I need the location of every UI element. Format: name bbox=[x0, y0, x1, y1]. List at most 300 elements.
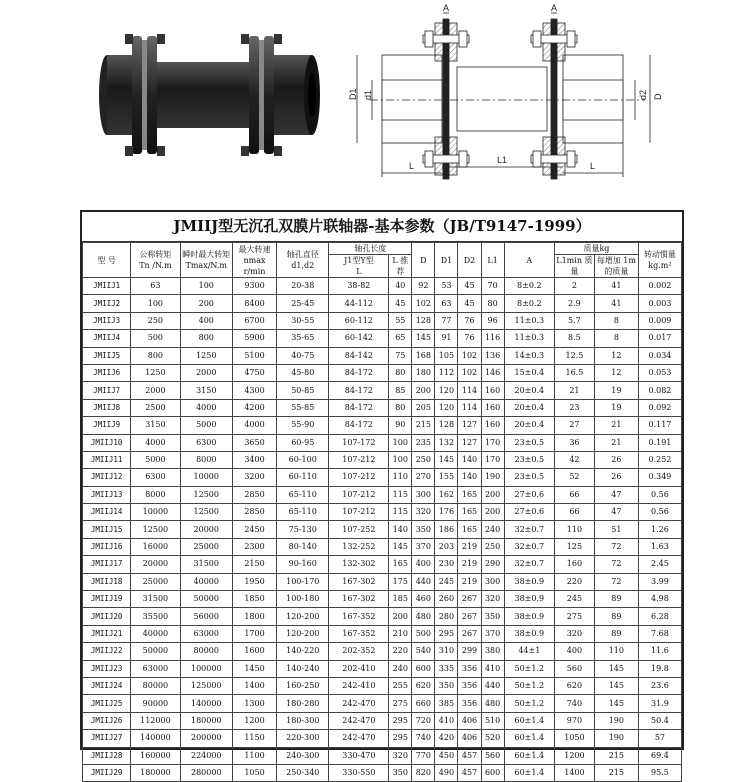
value-cell: 406 bbox=[458, 712, 481, 729]
value-cell: 100 bbox=[180, 278, 232, 295]
value-cell: 740 bbox=[412, 730, 435, 747]
value-cell: 280 bbox=[435, 608, 458, 625]
value-cell: 440 bbox=[412, 573, 435, 590]
value-cell: 1200 bbox=[232, 712, 276, 729]
value-cell: 4.98 bbox=[638, 591, 681, 608]
value-cell: 66 bbox=[554, 486, 594, 503]
value-cell: 406 bbox=[458, 730, 481, 747]
value-cell: 220-300 bbox=[277, 730, 329, 747]
value-cell: 160 bbox=[554, 556, 594, 573]
value-cell: 100 bbox=[389, 451, 412, 468]
value-cell: 50±1.2 bbox=[504, 660, 554, 677]
value-cell: 63 bbox=[131, 278, 180, 295]
value-cell: 0.034 bbox=[638, 347, 681, 364]
model-cell: JMIIJ7 bbox=[83, 382, 131, 399]
table-row bbox=[83, 330, 682, 347]
model-cell: JMIIJ4 bbox=[83, 330, 131, 347]
value-cell: 0.252 bbox=[638, 451, 681, 468]
value-cell: 167-352 bbox=[329, 625, 389, 642]
value-cell: 170 bbox=[481, 451, 504, 468]
value-cell: 27±0.6 bbox=[504, 486, 554, 503]
value-cell: 115 bbox=[389, 504, 412, 521]
value-cell: 1.63 bbox=[638, 538, 681, 555]
col-bore-length: 轴孔长度 bbox=[329, 243, 412, 255]
value-cell: 100-170 bbox=[277, 573, 329, 590]
table-row bbox=[83, 556, 682, 573]
value-cell: 9300 bbox=[232, 278, 276, 295]
value-cell: 5100 bbox=[232, 347, 276, 364]
value-cell: 740 bbox=[554, 695, 594, 712]
col-L-rec: L 推荐 bbox=[389, 255, 412, 278]
table-row bbox=[83, 538, 682, 555]
value-cell: 4300 bbox=[232, 382, 276, 399]
dim-L1: L1 bbox=[497, 155, 508, 165]
value-cell: 0.002 bbox=[638, 278, 681, 295]
value-cell: 350 bbox=[435, 677, 458, 694]
model-cell: JMIIJ3 bbox=[83, 312, 131, 329]
value-cell: 12 bbox=[594, 347, 638, 364]
value-cell: 45 bbox=[389, 295, 412, 312]
value-cell: 120 bbox=[435, 382, 458, 399]
value-cell: 25000 bbox=[131, 573, 180, 590]
value-cell: 2.9 bbox=[554, 295, 594, 312]
value-cell: 125 bbox=[554, 538, 594, 555]
model-cell: JMIIJ5 bbox=[83, 347, 131, 364]
value-cell: 400 bbox=[554, 643, 594, 660]
value-cell: 6300 bbox=[180, 434, 232, 451]
value-cell: 105 bbox=[435, 347, 458, 364]
col-D1: D1 bbox=[435, 243, 458, 278]
value-cell: 800 bbox=[131, 347, 180, 364]
value-cell: 23±0.5 bbox=[504, 469, 554, 486]
value-cell: 215 bbox=[412, 417, 435, 434]
value-cell: 12500 bbox=[180, 486, 232, 503]
value-cell: 30-55 bbox=[277, 312, 329, 329]
value-cell: 0.56 bbox=[638, 504, 681, 521]
value-cell: 970 bbox=[554, 712, 594, 729]
value-cell: 60±1.4 bbox=[504, 747, 554, 764]
value-cell: 200 bbox=[389, 608, 412, 625]
value-cell: 8.5 bbox=[554, 330, 594, 347]
col-model: 型 号 bbox=[83, 243, 131, 278]
model-cell: JMIIJ24 bbox=[83, 677, 131, 694]
value-cell: 457 bbox=[458, 747, 481, 764]
value-cell: 165 bbox=[458, 486, 481, 503]
value-cell: 107-172 bbox=[329, 434, 389, 451]
model-cell: JMIIJ18 bbox=[83, 573, 131, 590]
value-cell: 0.009 bbox=[638, 312, 681, 329]
value-cell: 8±0.2 bbox=[504, 278, 554, 295]
value-cell: 299 bbox=[458, 643, 481, 660]
value-cell: 50000 bbox=[180, 591, 232, 608]
value-cell: 21 bbox=[594, 417, 638, 434]
col-D2: D2 bbox=[458, 243, 481, 278]
value-cell: 165 bbox=[458, 521, 481, 538]
value-cell: 1250 bbox=[180, 347, 232, 364]
value-cell: 20000 bbox=[180, 521, 232, 538]
value-cell: 75-130 bbox=[277, 521, 329, 538]
value-cell: 1150 bbox=[232, 730, 276, 747]
value-cell: 60±1.4 bbox=[504, 764, 554, 781]
value-cell: 0.117 bbox=[638, 417, 681, 434]
value-cell: 1950 bbox=[232, 573, 276, 590]
value-cell: 8 bbox=[594, 312, 638, 329]
value-cell: 12500 bbox=[180, 504, 232, 521]
value-cell: 76 bbox=[458, 330, 481, 347]
value-cell: 0.053 bbox=[638, 364, 681, 381]
col-mass-l1: L1min 质量 bbox=[556, 256, 593, 276]
table-row bbox=[83, 382, 682, 399]
value-cell: 350 bbox=[481, 608, 504, 625]
value-cell: 32±0.7 bbox=[504, 556, 554, 573]
value-cell: 660 bbox=[412, 695, 435, 712]
value-cell: 275 bbox=[389, 695, 412, 712]
value-cell: 600 bbox=[412, 660, 435, 677]
value-cell: 0.017 bbox=[638, 330, 681, 347]
value-cell: 8000 bbox=[131, 486, 180, 503]
value-cell: 41 bbox=[594, 295, 638, 312]
value-cell: 26 bbox=[594, 451, 638, 468]
value-cell: 90-160 bbox=[277, 556, 329, 573]
value-cell: 56000 bbox=[180, 608, 232, 625]
dim-L-right: L bbox=[590, 161, 596, 171]
value-cell: 1200 bbox=[554, 747, 594, 764]
value-cell: 84-172 bbox=[329, 382, 389, 399]
value-cell: 128 bbox=[435, 417, 458, 434]
value-cell: 90000 bbox=[131, 695, 180, 712]
value-cell: 145 bbox=[389, 538, 412, 555]
value-cell: 23±0.5 bbox=[504, 451, 554, 468]
value-cell: 5000 bbox=[180, 417, 232, 434]
value-cell: 140000 bbox=[131, 730, 180, 747]
table-row bbox=[83, 504, 682, 521]
value-cell: 63 bbox=[435, 295, 458, 312]
value-cell: 8 bbox=[594, 330, 638, 347]
value-cell: 162 bbox=[435, 486, 458, 503]
value-cell: 500 bbox=[131, 330, 180, 347]
value-cell: 300 bbox=[412, 486, 435, 503]
value-cell: 2150 bbox=[232, 556, 276, 573]
value-cell: 63000 bbox=[131, 660, 180, 677]
value-cell: 110 bbox=[389, 469, 412, 486]
table-row bbox=[83, 625, 682, 642]
value-cell: 2000 bbox=[131, 382, 180, 399]
table-row bbox=[83, 730, 682, 747]
value-cell: 11±0.3 bbox=[504, 330, 554, 347]
value-cell: 1300 bbox=[232, 695, 276, 712]
value-cell: 350 bbox=[389, 764, 412, 781]
value-cell: 132-252 bbox=[329, 538, 389, 555]
table-row bbox=[83, 747, 682, 764]
value-cell: 290 bbox=[481, 556, 504, 573]
value-cell: 160000 bbox=[131, 747, 180, 764]
value-cell: 107-212 bbox=[329, 486, 389, 503]
value-cell: 167-302 bbox=[329, 591, 389, 608]
value-cell: 107-252 bbox=[329, 521, 389, 538]
value-cell: 480 bbox=[481, 695, 504, 712]
value-cell: 235 bbox=[412, 434, 435, 451]
value-cell: 4750 bbox=[232, 364, 276, 381]
value-cell: 250 bbox=[481, 538, 504, 555]
value-cell: 112 bbox=[435, 364, 458, 381]
value-cell: 145 bbox=[412, 330, 435, 347]
value-cell: 107-212 bbox=[329, 451, 389, 468]
value-cell: 202-410 bbox=[329, 660, 389, 677]
value-cell: 5000 bbox=[131, 451, 180, 468]
model-cell: JMIIJ9 bbox=[83, 417, 131, 434]
value-cell: 7.68 bbox=[638, 625, 681, 642]
value-cell: 400 bbox=[412, 556, 435, 573]
value-cell: 19 bbox=[594, 382, 638, 399]
value-cell: 114 bbox=[458, 382, 481, 399]
dim-d1: d1 bbox=[363, 89, 373, 100]
value-cell: 219 bbox=[458, 556, 481, 573]
value-cell: 203 bbox=[435, 538, 458, 555]
value-cell: 50-85 bbox=[277, 382, 329, 399]
table-row bbox=[83, 278, 682, 295]
value-cell: 215 bbox=[594, 764, 638, 781]
value-cell: 100000 bbox=[180, 660, 232, 677]
value-cell: 27 bbox=[554, 417, 594, 434]
value-cell: 420 bbox=[435, 730, 458, 747]
value-cell: 8±0.2 bbox=[504, 295, 554, 312]
table-row bbox=[83, 712, 682, 729]
value-cell: 84-142 bbox=[329, 347, 389, 364]
value-cell: 20±0.4 bbox=[504, 417, 554, 434]
value-cell: 100 bbox=[131, 295, 180, 312]
value-cell: 47 bbox=[594, 486, 638, 503]
value-cell: 245 bbox=[554, 591, 594, 608]
value-cell: 120-200 bbox=[277, 625, 329, 642]
value-cell: 76 bbox=[458, 312, 481, 329]
value-cell: 1400 bbox=[554, 764, 594, 781]
coupling-drawing bbox=[345, 5, 680, 185]
value-cell: 60-100 bbox=[277, 451, 329, 468]
model-cell: JMIIJ22 bbox=[83, 643, 131, 660]
value-cell: 168 bbox=[412, 347, 435, 364]
value-cell: 80-140 bbox=[277, 538, 329, 555]
value-cell: 65 bbox=[389, 330, 412, 347]
value-cell: 620 bbox=[412, 677, 435, 694]
col-mass: 质量kg bbox=[554, 243, 638, 255]
value-cell: 12 bbox=[594, 364, 638, 381]
value-cell: 95.5 bbox=[638, 764, 681, 781]
table-row bbox=[83, 399, 682, 416]
value-cell: 36 bbox=[554, 434, 594, 451]
table-row bbox=[83, 660, 682, 677]
value-cell: 3200 bbox=[232, 469, 276, 486]
value-cell: 140000 bbox=[180, 695, 232, 712]
dim-d2: d2 bbox=[638, 89, 648, 100]
table-row bbox=[83, 695, 682, 712]
value-cell: 140-240 bbox=[277, 660, 329, 677]
value-cell: 2000 bbox=[180, 364, 232, 381]
value-cell: 23±0.5 bbox=[504, 434, 554, 451]
model-cell: JMIIJ29 bbox=[83, 764, 131, 781]
value-cell: 38±0.9 bbox=[504, 608, 554, 625]
model-cell: JMIIJ16 bbox=[83, 538, 131, 555]
value-cell: 3150 bbox=[131, 417, 180, 434]
value-cell: 89 bbox=[594, 608, 638, 625]
value-cell: 145 bbox=[435, 451, 458, 468]
value-cell: 31500 bbox=[131, 591, 180, 608]
model-cell: JMIIJ1 bbox=[83, 278, 131, 295]
value-cell: 55-90 bbox=[277, 417, 329, 434]
value-cell: 1800 bbox=[232, 608, 276, 625]
value-cell: 20-38 bbox=[277, 278, 329, 295]
value-cell: 2500 bbox=[131, 399, 180, 416]
value-cell: 45 bbox=[458, 278, 481, 295]
value-cell: 2450 bbox=[232, 521, 276, 538]
dim-A-right: A bbox=[551, 3, 558, 13]
value-cell: 116 bbox=[481, 330, 504, 347]
value-cell: 16000 bbox=[131, 538, 180, 555]
value-cell: 40 bbox=[389, 278, 412, 295]
value-cell: 165 bbox=[458, 504, 481, 521]
value-cell: 11±0.3 bbox=[504, 312, 554, 329]
model-cell: JMIIJ20 bbox=[83, 608, 131, 625]
value-cell: 38-82 bbox=[329, 278, 389, 295]
value-cell: 1.26 bbox=[638, 521, 681, 538]
value-cell: 50000 bbox=[131, 643, 180, 660]
value-cell: 70 bbox=[481, 278, 504, 295]
value-cell: 1450 bbox=[232, 660, 276, 677]
value-cell: 120-200 bbox=[277, 608, 329, 625]
value-cell: 107-212 bbox=[329, 504, 389, 521]
value-cell: 127 bbox=[458, 434, 481, 451]
table-row bbox=[83, 764, 682, 781]
col-L1: L1 bbox=[481, 243, 504, 278]
value-cell: 96 bbox=[481, 312, 504, 329]
value-cell: 200 bbox=[481, 486, 504, 503]
value-cell: 89 bbox=[594, 625, 638, 642]
value-cell: 185 bbox=[389, 591, 412, 608]
value-cell: 330-550 bbox=[329, 764, 389, 781]
value-cell: 160-250 bbox=[277, 677, 329, 694]
model-cell: JMIIJ11 bbox=[83, 451, 131, 468]
value-cell: 11.6 bbox=[638, 643, 681, 660]
value-cell: 600 bbox=[481, 764, 504, 781]
value-cell: 270 bbox=[412, 469, 435, 486]
value-cell: 440 bbox=[481, 677, 504, 694]
value-cell: 155 bbox=[435, 469, 458, 486]
value-cell: 8400 bbox=[232, 295, 276, 312]
value-cell: 250 bbox=[131, 312, 180, 329]
value-cell: 100 bbox=[389, 434, 412, 451]
table-row bbox=[83, 521, 682, 538]
value-cell: 50±1.2 bbox=[504, 677, 554, 694]
value-cell: 65-110 bbox=[277, 504, 329, 521]
table-row bbox=[83, 312, 682, 329]
table-body bbox=[83, 278, 682, 782]
spec-table bbox=[82, 242, 682, 782]
value-cell: 820 bbox=[412, 764, 435, 781]
dim-L-left: L bbox=[409, 161, 415, 171]
value-cell: 242-470 bbox=[329, 695, 389, 712]
value-cell: 60±1.4 bbox=[504, 712, 554, 729]
value-cell: 84-172 bbox=[329, 417, 389, 434]
value-cell: 385 bbox=[435, 695, 458, 712]
model-cell: JMIIJ8 bbox=[83, 399, 131, 416]
value-cell: 21 bbox=[594, 434, 638, 451]
value-cell: 31.9 bbox=[638, 695, 681, 712]
model-cell: JMIIJ6 bbox=[83, 364, 131, 381]
value-cell: 720 bbox=[412, 712, 435, 729]
value-cell: 260 bbox=[435, 591, 458, 608]
col-D: D bbox=[412, 243, 435, 278]
table-row bbox=[83, 434, 682, 451]
value-cell: 80 bbox=[481, 295, 504, 312]
value-cell: 89 bbox=[594, 591, 638, 608]
value-cell: 35-65 bbox=[277, 330, 329, 347]
value-cell: 1050 bbox=[232, 764, 276, 781]
value-cell: 60-110 bbox=[277, 469, 329, 486]
value-cell: 2300 bbox=[232, 538, 276, 555]
value-cell: 160 bbox=[481, 382, 504, 399]
value-cell: 255 bbox=[389, 677, 412, 694]
value-cell: 200 bbox=[412, 382, 435, 399]
value-cell: 60-95 bbox=[277, 434, 329, 451]
value-cell: 410 bbox=[435, 712, 458, 729]
model-cell: JMIIJ17 bbox=[83, 556, 131, 573]
value-cell: 55-85 bbox=[277, 399, 329, 416]
value-cell: 4000 bbox=[232, 417, 276, 434]
table-row bbox=[83, 677, 682, 694]
value-cell: 20±0.4 bbox=[504, 399, 554, 416]
value-cell: 320 bbox=[481, 591, 504, 608]
dim-A-left: A bbox=[443, 3, 450, 13]
value-cell: 370 bbox=[412, 538, 435, 555]
table-row bbox=[83, 364, 682, 381]
value-cell: 15±0.4 bbox=[504, 364, 554, 381]
value-cell: 320 bbox=[412, 504, 435, 521]
value-cell: 250-340 bbox=[277, 764, 329, 781]
col-bore-dia: 轴孔直径 d1,d2 bbox=[277, 243, 329, 278]
value-cell: 215 bbox=[594, 747, 638, 764]
value-cell: 72 bbox=[594, 573, 638, 590]
value-cell: 219 bbox=[458, 573, 481, 590]
value-cell: 115 bbox=[389, 486, 412, 503]
model-cell: JMIIJ14 bbox=[83, 504, 131, 521]
value-cell: 136 bbox=[481, 347, 504, 364]
value-cell: 490 bbox=[435, 764, 458, 781]
value-cell: 146 bbox=[481, 364, 504, 381]
value-cell: 125000 bbox=[180, 677, 232, 694]
value-cell: 1050 bbox=[554, 730, 594, 747]
dim-D1: D1 bbox=[348, 88, 358, 100]
value-cell: 2 bbox=[554, 278, 594, 295]
model-cell: JMIIJ10 bbox=[83, 434, 131, 451]
value-cell: 0.092 bbox=[638, 399, 681, 416]
value-cell: 242-470 bbox=[329, 730, 389, 747]
value-cell: 4000 bbox=[131, 434, 180, 451]
value-cell: 140 bbox=[458, 451, 481, 468]
value-cell: 60-112 bbox=[329, 312, 389, 329]
value-cell: 190 bbox=[594, 712, 638, 729]
value-cell: 21 bbox=[554, 382, 594, 399]
value-cell: 2850 bbox=[232, 486, 276, 503]
value-cell: 267 bbox=[458, 608, 481, 625]
value-cell: 42 bbox=[554, 451, 594, 468]
value-cell: 53 bbox=[435, 278, 458, 295]
model-cell: JMIIJ25 bbox=[83, 695, 131, 712]
value-cell: 770 bbox=[412, 747, 435, 764]
value-cell: 175 bbox=[389, 573, 412, 590]
value-cell: 330-470 bbox=[329, 747, 389, 764]
value-cell: 31500 bbox=[180, 556, 232, 573]
value-cell: 12500 bbox=[131, 521, 180, 538]
value-cell: 295 bbox=[389, 712, 412, 729]
